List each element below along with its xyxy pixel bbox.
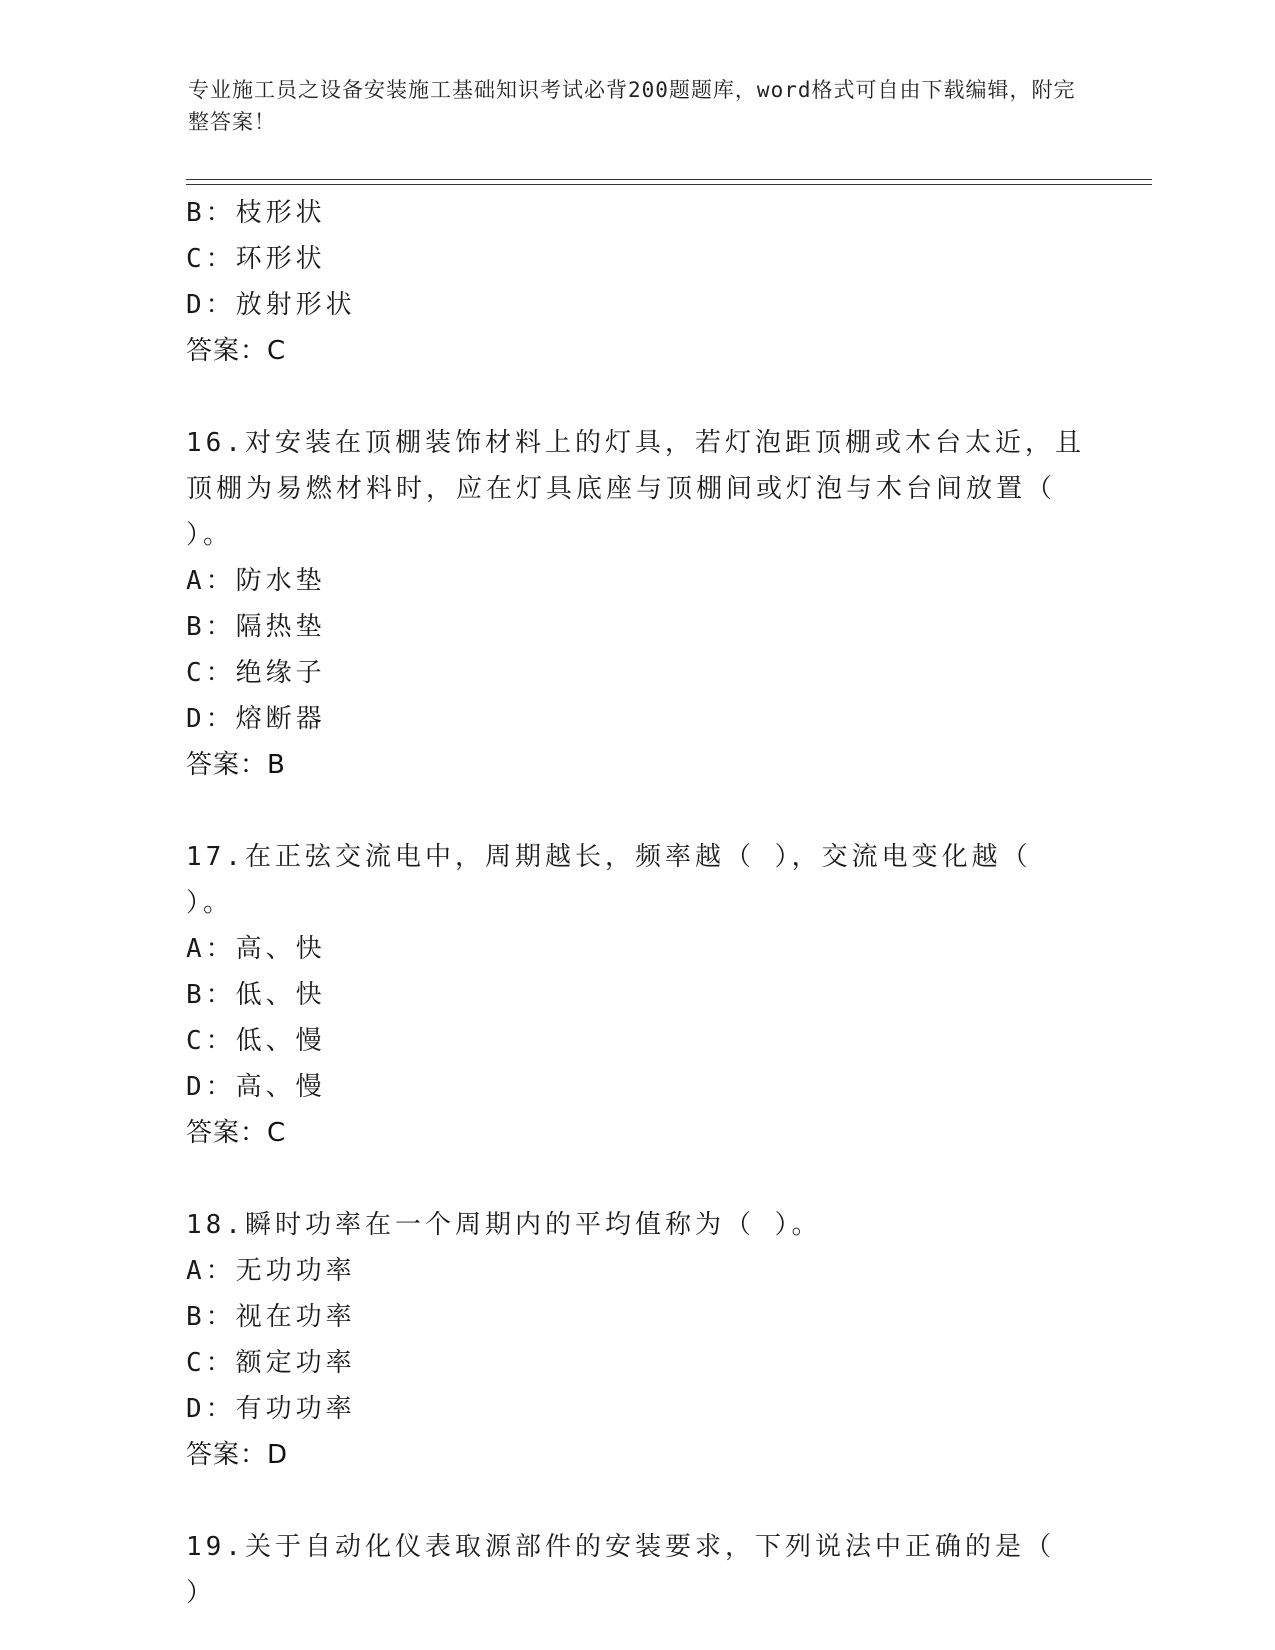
option-c: C：绝缘子 — [186, 658, 326, 688]
option-d: D：高、慢 — [186, 1072, 326, 1102]
question-15-continued — [186, 190, 1086, 374]
answer-line: 答案：D — [186, 1440, 289, 1470]
option-c: C：环形状 — [186, 244, 326, 274]
header-rule-top — [186, 179, 1152, 180]
document-header-title: 专业施工员之设备安装施工基础知识考试必背200题题库，word格式可自由下载编辑，附完整答案！ — [188, 78, 1076, 134]
question-stem: 18.瞬时功率在一个周期内的平均值称为（ ）。 — [186, 1210, 822, 1240]
question-stem: 17.在正弦交流电中，周期越长，频率越（ ），交流电变化越（ ）。 — [186, 842, 1032, 918]
option-b: B：视在功率 — [186, 1302, 356, 1332]
question-18 — [186, 1202, 1086, 1478]
question-19 — [186, 1524, 1086, 1616]
option-c: C：额定功率 — [186, 1348, 356, 1378]
option-c: C：低、慢 — [186, 1026, 326, 1056]
option-b: B：低、快 — [186, 980, 326, 1010]
option-d: D：放射形状 — [186, 290, 356, 320]
spacer — [186, 788, 1086, 834]
spacer — [186, 374, 1086, 420]
question-stem: 16.对安装在顶棚装饰材料上的灯具，若灯泡距顶棚或木台太近，且顶棚为易燃材料时，应在灯具底座与顶棚间或灯泡与木台间放置（ ）。 — [186, 428, 1085, 550]
answer-line: 答案：B — [186, 750, 286, 780]
option-a: A：防水垫 — [186, 566, 326, 596]
option-a: A：高、快 — [186, 934, 326, 964]
spacer — [186, 1478, 1086, 1524]
option-b: B：枝形状 — [186, 198, 326, 228]
question-16 — [186, 420, 1086, 788]
option-a: A：无功功率 — [186, 1256, 356, 1286]
option-b: B：隔热垫 — [186, 612, 326, 642]
answer-line: 答案：C — [186, 336, 287, 366]
answer-line: 答案：C — [186, 1118, 287, 1148]
option-d: D：有功功率 — [186, 1394, 356, 1424]
question-list — [186, 190, 1086, 1616]
question-17 — [186, 834, 1086, 1156]
question-stem: 19.关于自动化仪表取源部件的安装要求，下列说法中正确的是（ ） — [186, 1532, 1055, 1608]
header-rule-bottom — [186, 184, 1152, 185]
spacer — [186, 1156, 1086, 1202]
option-d: D：熔断器 — [186, 704, 326, 734]
